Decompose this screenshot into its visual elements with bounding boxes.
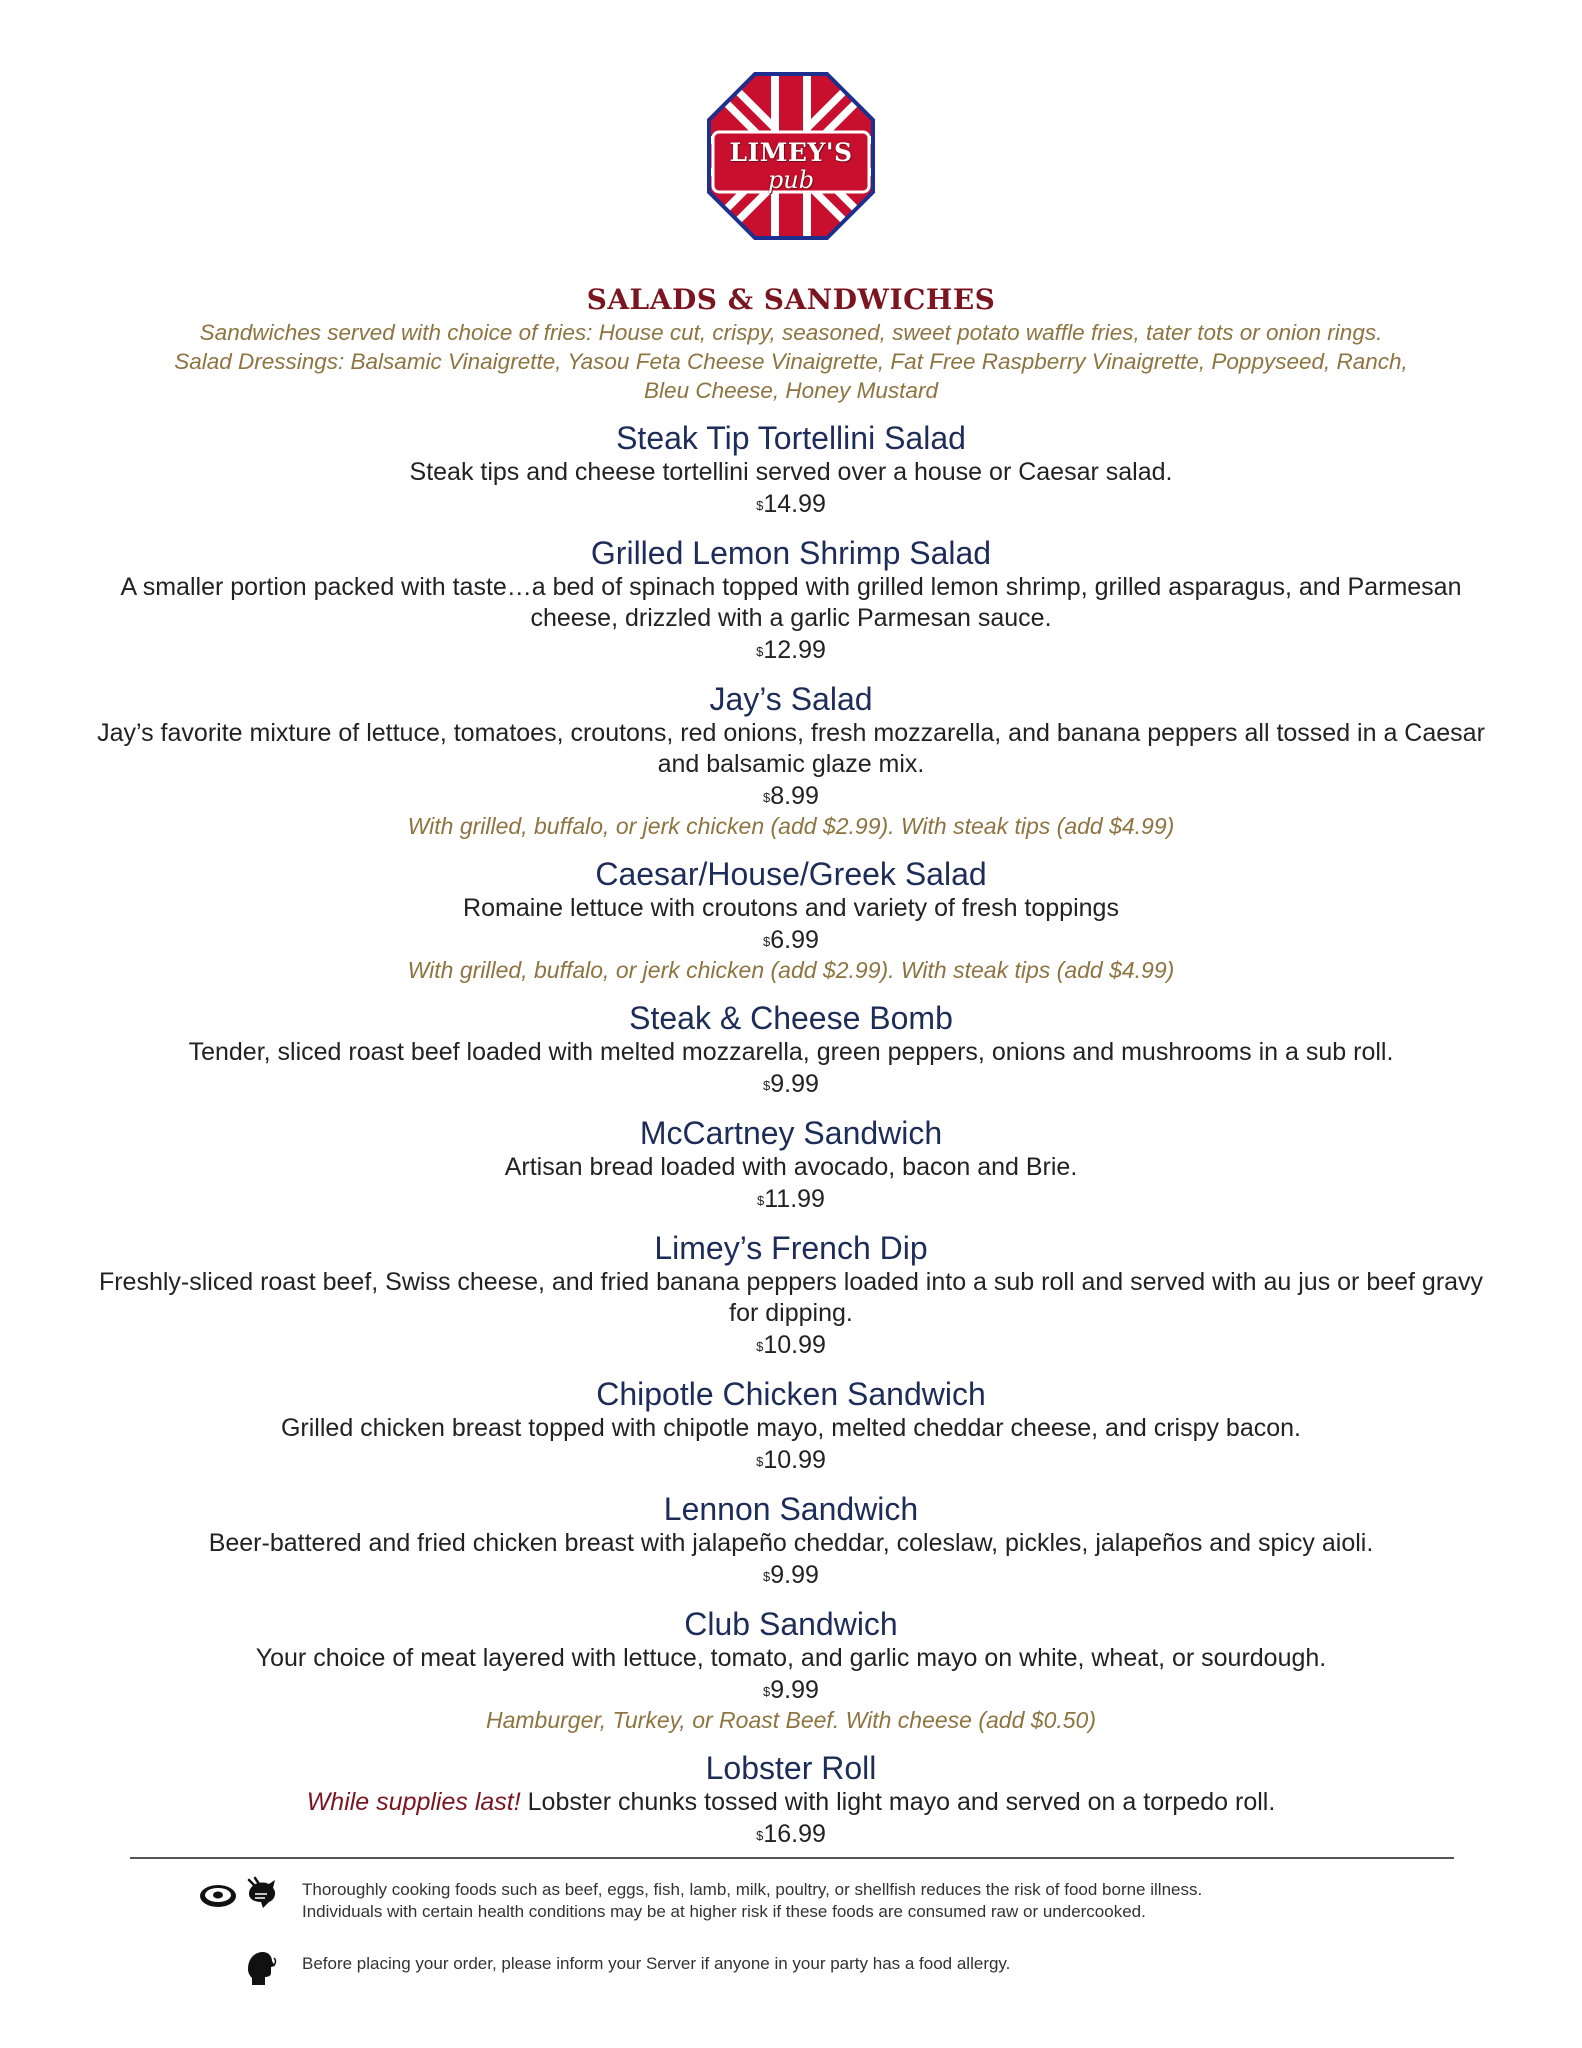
menu-item	[60, 1229, 1522, 1361]
price-symbol: $	[756, 644, 764, 659]
menu-section	[60, 282, 1522, 1850]
item-price: $10.99	[756, 1446, 826, 1474]
item-name: Jay’s Salad	[709, 681, 873, 717]
menu-item	[60, 419, 1522, 520]
menu-item	[60, 534, 1522, 666]
item-price: $8.99	[763, 782, 819, 810]
item-name: Caesar/House/Greek Salad	[595, 856, 987, 892]
item-description: Steak tips and cheese tortellini served over a house or Caesar salad.	[409, 458, 1173, 486]
raw-food-warning	[302, 1879, 1202, 1923]
price-symbol: $	[756, 1454, 764, 1469]
price-symbol: $	[763, 790, 771, 805]
footer-divider	[130, 1857, 1454, 1859]
item-price: $11.99	[757, 1185, 825, 1213]
menu-item	[60, 1749, 1522, 1850]
item-description: Artisan bread loaded with avocado, bacon and Brie.	[504, 1153, 1078, 1181]
item-description: Freshly-sliced roast beef, Swiss cheese, and fried banana peppers loaded into a sub roll and served with au jus or beef gravy for dipping.	[98, 1268, 1484, 1327]
price-symbol: $	[763, 1569, 771, 1584]
item-description: While supplies last! Lobster chunks tossed with light mayo and served on a torpedo roll.	[306, 1788, 1276, 1816]
item-add-on-note: Hamburger, Turkey, or Roast Beef. With cheese (add $0.50)	[485, 1707, 1096, 1733]
item-price: $16.99	[756, 1820, 826, 1848]
item-name: Limey’s French Dip	[654, 1230, 928, 1266]
item-price: $14.99	[756, 490, 826, 518]
price-symbol: $	[757, 1193, 765, 1208]
item-add-on-note: With grilled, buffalo, or jerk chicken (add $2.99). With steak tips (add $4.99)	[407, 813, 1175, 839]
menu-item	[60, 680, 1522, 841]
item-name: Grilled Lemon Shrimp Salad	[590, 535, 992, 571]
item-name: Lennon Sandwich	[663, 1491, 919, 1527]
price-symbol: $	[756, 1828, 764, 1843]
item-name: McCartney Sandwich	[639, 1115, 943, 1151]
item-description: Tender, sliced roast beef loaded with melted mozzarella, green peppers, onions and mushrooms in a sub roll.	[188, 1038, 1394, 1066]
section-intro-line: Salad Dressings: Balsamic Vinaigrette, Yasou Feta Cheese Vinaigrette, Fat Free Raspberry Vinaigrette, Poppyseed, Ranch,	[174, 349, 1408, 374]
item-price: $6.99	[763, 926, 819, 954]
item-description: Your choice of meat layered with lettuce, tomato, and garlic mayo on white, wheat, or sourdough.	[255, 1644, 1327, 1672]
section-title: SALADS & SANDWICHES	[586, 283, 996, 316]
section-intro-line: Bleu Cheese, Honey Mustard	[644, 378, 938, 403]
item-price: $9.99	[763, 1676, 819, 1704]
logo-subtitle: pub	[767, 166, 815, 194]
item-add-on-note: With grilled, buffalo, or jerk chicken (add $2.99). With steak tips (add $4.99)	[407, 957, 1175, 983]
menu-item	[60, 999, 1522, 1100]
item-price: $10.99	[756, 1331, 826, 1359]
allergy-notice: Before placing your order, please inform your Server if anyone in your party has a food allergy.	[302, 1954, 1011, 1973]
warning-line: Individuals with certain health conditions may be at higher risk if these foods are consumed raw or undercooked.	[302, 1902, 1146, 1921]
item-name: Lobster Roll	[705, 1750, 877, 1786]
price-symbol: $	[763, 1078, 771, 1093]
logo-name: LIMEY'S	[729, 138, 853, 167]
menu-item	[60, 1490, 1522, 1591]
section-intro-line: Sandwiches served with choice of fries: House cut, crispy, seasoned, sweet potato waffle fries, tater tots or onion rings.	[199, 320, 1383, 345]
price-symbol: $	[756, 1339, 764, 1354]
menu-item	[60, 855, 1522, 985]
item-description: Romaine lettuce with croutons and variety of fresh toppings	[463, 894, 1119, 922]
menu-item	[60, 1114, 1522, 1215]
price-symbol: $	[763, 934, 771, 949]
limeys-pub-logo	[705, 70, 877, 242]
menu-item	[60, 1605, 1522, 1735]
item-description: Grilled chicken breast topped with chipotle mayo, melted cheddar cheese, and crispy bacon.	[280, 1414, 1301, 1442]
price-symbol: $	[763, 1684, 771, 1699]
shellfish-icon	[243, 1876, 279, 1912]
promo-text: While supplies last!	[306, 1788, 521, 1816]
item-description: Jay’s favorite mixture of lettuce, tomatoes, croutons, red onions, fresh mozzarella, and banana peppers all tossed in a Caesar and balsamic glaze mix.	[97, 719, 1485, 778]
item-price: $9.99	[763, 1070, 819, 1098]
raw-egg-plate-icon	[198, 1880, 238, 1910]
warning-line: Thoroughly cooking foods such as beef, eggs, fish, lamb, milk, poultry, or shellfish reduces the risk of food borne illness.	[302, 1880, 1203, 1899]
speaking-head-icon	[244, 1949, 278, 1989]
price-symbol: $	[756, 498, 764, 513]
item-price: $12.99	[756, 636, 826, 664]
item-price: $9.99	[763, 1561, 819, 1589]
item-name: Steak Tip Tortellini Salad	[616, 420, 966, 456]
item-name: Steak & Cheese Bomb	[629, 1000, 953, 1036]
item-description: A smaller portion packed with taste…a bed of spinach topped with grilled lemon shrimp, grilled asparagus, and Parmesan cheese, drizzled with a garlic Parmesan sauce.	[120, 573, 1462, 632]
item-description: Beer-battered and fried chicken breast with jalapeño cheddar, coleslaw, pickles, jalapeños and spicy aioli.	[208, 1529, 1374, 1557]
item-name: Chipotle Chicken Sandwich	[596, 1376, 986, 1412]
item-name: Club Sandwich	[684, 1606, 898, 1642]
menu-item	[60, 1375, 1522, 1476]
